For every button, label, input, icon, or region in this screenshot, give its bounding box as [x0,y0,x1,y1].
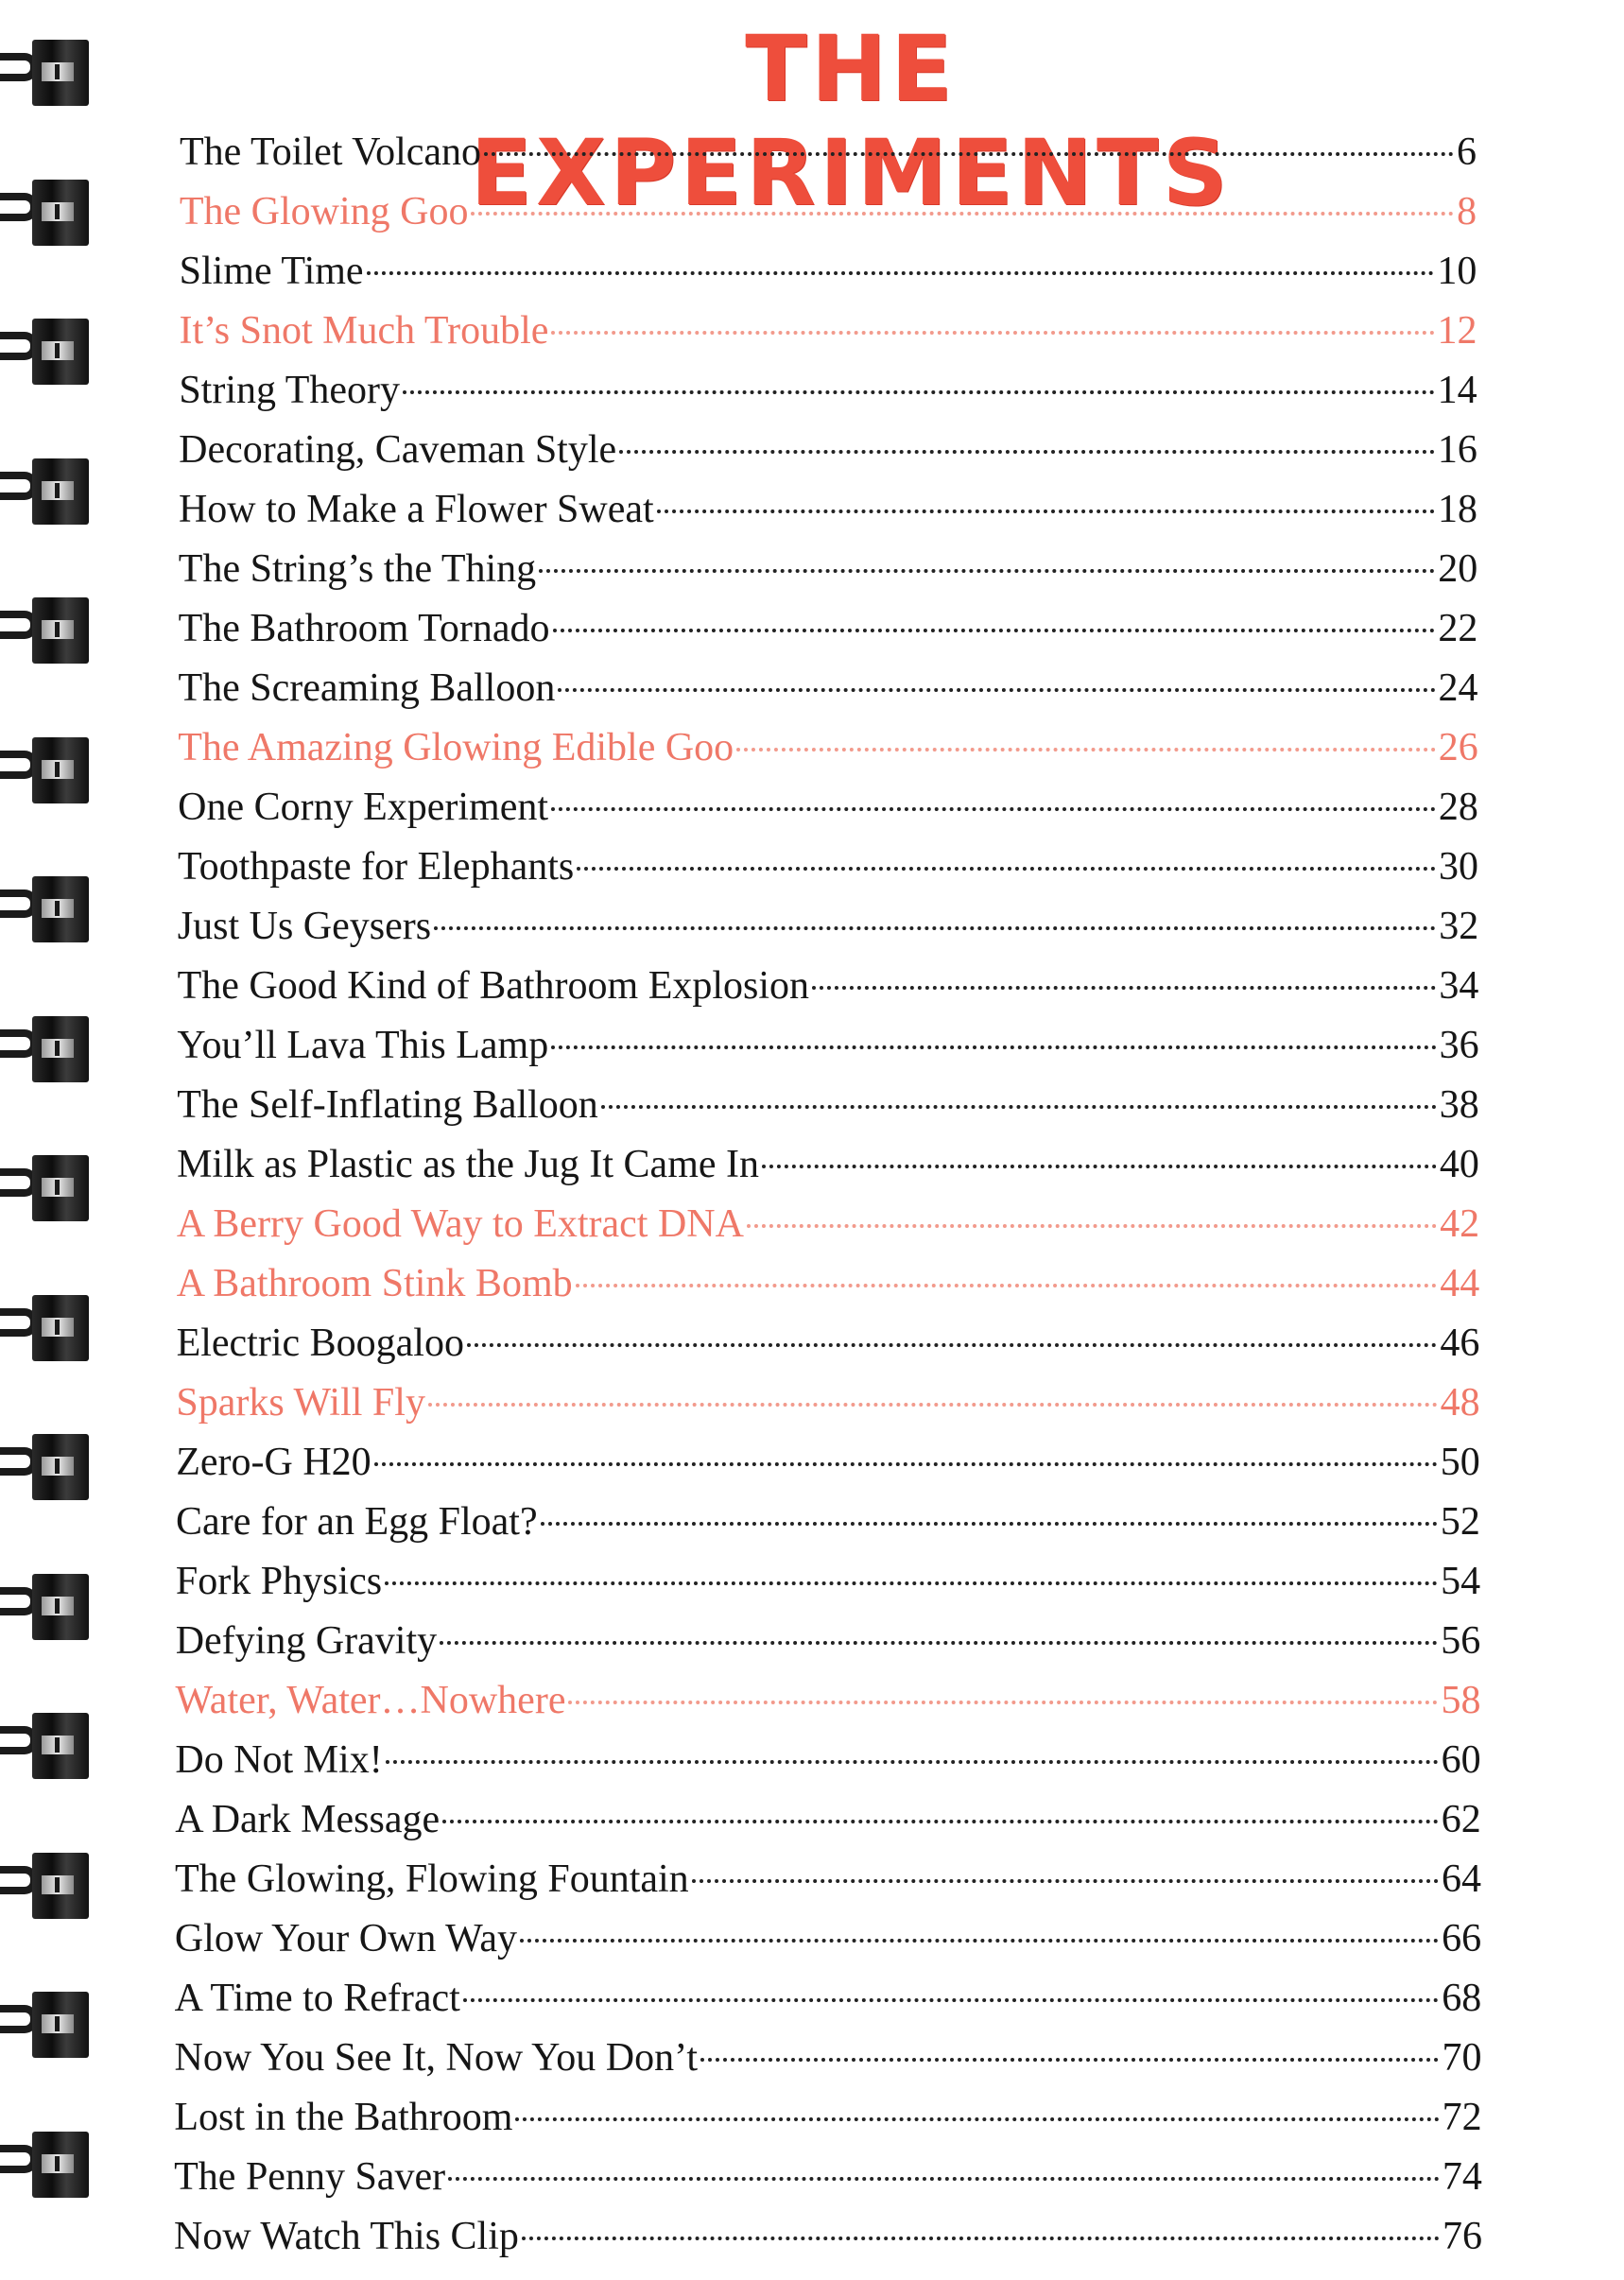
toc-entry [177,1079,1478,1131]
toc-entry [176,1674,1481,1727]
toc-entry-title: The Good Kind of Bathroom Explosion [177,964,810,1008]
toc-entry-title: Now You See It, Now You Don’t [174,2036,698,2080]
toc-entry-page: 18 [1438,488,1478,531]
toc-entry [176,1495,1480,1548]
dot-leader [367,271,1435,275]
toc-entry-page: 40 [1439,1143,1479,1186]
toc-entry-page: 58 [1441,1679,1481,1722]
toc-entry-page: 76 [1443,2215,1482,2258]
toc-entry-page: 16 [1437,428,1477,472]
toc-entry-page: 42 [1440,1202,1480,1246]
dot-leader [386,1760,1439,1764]
dot-leader [440,1641,1438,1645]
toc-entry-page: 60 [1441,1738,1481,1782]
toc-entry [179,364,1477,417]
toc-entry-page: 26 [1438,726,1478,769]
toc-entry-page: 32 [1439,905,1479,948]
dot-leader [812,986,1436,990]
toc-entry-page: 56 [1441,1619,1481,1663]
dot-leader [448,2177,1440,2181]
dot-leader [692,1879,1439,1883]
dot-leader [374,1462,1438,1466]
toc-entry-title: A Time to Refract [174,1977,460,2020]
dot-leader [541,1522,1438,1526]
dot-leader [385,1581,1438,1585]
toc-entry-title: The Bathroom Tornado [178,607,550,650]
dot-leader [515,2117,1439,2121]
toc-entry-title: A Berry Good Way to Extract DNA [176,1202,744,1246]
toc-entry [179,543,1477,596]
toc-entry [177,1019,1478,1072]
toc-entry-title: Decorating, Caveman Style [179,428,617,472]
toc-entry-page: 10 [1437,250,1477,293]
toc-entry-title: Now Watch This Clip [174,2215,519,2258]
toc-entry-page: 52 [1440,1500,1480,1544]
toc-entry-title: The String’s the Thing [178,547,537,591]
dot-leader [442,1820,1439,1823]
toc-entry-title: The Amazing Glowing Edible Goo [178,726,734,769]
toc-entry-title: A Bathroom Stink Bomb [176,1262,573,1305]
toc-entry-title: You’ll Lava This Lamp [177,1024,549,1067]
toc-entry-page: 6 [1457,130,1477,174]
toc-entry [176,1615,1481,1667]
dot-leader [428,1403,1438,1407]
toc-entry-title: Slime Time [179,250,364,293]
toc-entry-page: 34 [1439,964,1479,1008]
toc-entry-page: 48 [1440,1381,1480,1425]
toc-entry [178,840,1478,893]
toc-entry-page: 14 [1437,369,1477,412]
toc-entry [175,1912,1481,1965]
toc-entry-title: A Dark Message [175,1798,441,1841]
toc-entry-page: 28 [1438,786,1478,829]
toc-entry [175,1972,1482,2025]
toc-entry [180,185,1477,238]
toc-entry-title: Toothpaste for Elephants [177,845,575,889]
toc-entry-page: 12 [1437,309,1477,353]
toc-entry [174,2210,1482,2263]
dot-leader [551,331,1434,335]
toc-entry [180,245,1477,298]
toc-entry-title: Fork Physics [175,1560,383,1603]
toc-entry [174,2091,1481,2144]
toc-entry-page: 50 [1440,1441,1480,1484]
toc-entry-page: 38 [1439,1083,1479,1127]
toc-entry [179,483,1477,536]
toc-entry-page: 66 [1442,1917,1482,1960]
toc-entry-page: 54 [1441,1560,1481,1603]
dot-leader [434,926,1436,930]
dot-leader [463,1998,1439,2002]
dot-leader [736,748,1436,751]
dot-leader [551,1045,1436,1049]
toc-entry-page: 70 [1442,2036,1482,2080]
toc-entry-title: The Penny Saver [174,2155,446,2199]
toc-entry-title: The Screaming Balloon [178,666,556,710]
toc-entry [177,1138,1479,1191]
toc-entry-page: 74 [1442,2155,1482,2199]
toc-entry-title: Do Not Mix! [175,1738,383,1782]
toc-entry [178,900,1478,953]
dot-leader [484,152,1454,156]
toc-entry [175,2031,1482,2084]
toc-entry [176,1436,1480,1489]
dot-leader [551,807,1436,811]
toc-entry-title: Zero-G H20 [176,1441,371,1484]
dot-leader [553,629,1436,632]
toc-entry-page: 64 [1441,1857,1481,1901]
toc-entry-page: 20 [1438,547,1478,591]
toc-entry-page: 46 [1440,1321,1480,1365]
dot-leader [568,1701,1438,1704]
toc-entry-page: 62 [1441,1798,1481,1841]
toc-entry-page: 30 [1439,845,1479,889]
toc-entry [177,1317,1480,1370]
toc-entry [178,959,1479,1012]
toc-entry-title: Water, Water…Nowhere [175,1679,566,1722]
toc-entry-page: 44 [1440,1262,1480,1305]
toc-entry-page: 68 [1442,1977,1482,2020]
toc-entry [179,423,1477,476]
toc-entry-title: Electric Boogaloo [176,1321,464,1365]
toc-entry [178,721,1477,774]
dot-leader [539,569,1435,573]
toc-entry-title: Milk as Plastic as the Jug It Came In [177,1143,759,1186]
toc-entry-page: 8 [1457,190,1477,233]
toc-entry-page: 36 [1439,1024,1479,1067]
toc-entry-page: 22 [1438,607,1478,650]
toc-entry [177,1198,1479,1251]
dot-leader [577,867,1436,871]
toc-entry [176,1376,1479,1429]
toc-entry-title: The Toilet Volcano [180,130,482,174]
dot-leader [747,1224,1437,1228]
toc-entry-title: How to Make a Flower Sweat [178,488,654,531]
toc-entry-title: Defying Gravity [175,1619,438,1663]
toc-entry-title: Care for an Egg Float? [176,1500,538,1544]
dot-leader [467,1343,1437,1347]
toc-entry-title: The Glowing, Flowing Fountain [175,1857,689,1901]
dot-leader [520,1939,1439,1943]
toc-entry [180,126,1477,179]
toc-entry [178,781,1478,834]
toc-entry [175,1734,1480,1787]
toc-entry-title: The Glowing Goo [179,190,469,233]
dot-leader [558,688,1435,692]
toc-entry-title: Lost in the Bathroom [174,2096,513,2139]
toc-entry-title: Glow Your Own Way [174,1917,518,1960]
toc-entry [174,2150,1482,2203]
dot-leader [522,2237,1440,2240]
toc-entry-title: The Self-Inflating Balloon [177,1083,598,1127]
toc-entry [178,662,1477,715]
toc-entry [175,1853,1481,1906]
dot-leader [601,1105,1437,1109]
toc-entry-title: One Corny Experiment [178,786,549,829]
dot-leader [576,1284,1438,1287]
toc-entry [179,304,1477,357]
toc-entry-page: 72 [1442,2096,1482,2139]
toc-entry-title: It’s Snot Much Trouble [179,309,549,353]
toc-entry-title: Sparks Will Fly [176,1381,425,1425]
toc-entry [177,1257,1480,1310]
dot-leader [619,450,1435,454]
toc-entry [176,1555,1480,1608]
dot-leader [471,212,1454,216]
dot-leader [403,390,1435,394]
page-title: THE EXPERIMENTS [470,16,1232,226]
toc-entry-page: 24 [1438,666,1478,710]
toc-entry-title: Just Us Geysers [177,905,432,948]
dot-leader [700,2058,1439,2062]
toc-entry-title: String Theory [179,369,401,412]
dot-leader [657,510,1435,513]
toc-entry [179,602,1478,655]
dot-leader [762,1165,1437,1168]
toc-entry [175,1793,1481,1846]
